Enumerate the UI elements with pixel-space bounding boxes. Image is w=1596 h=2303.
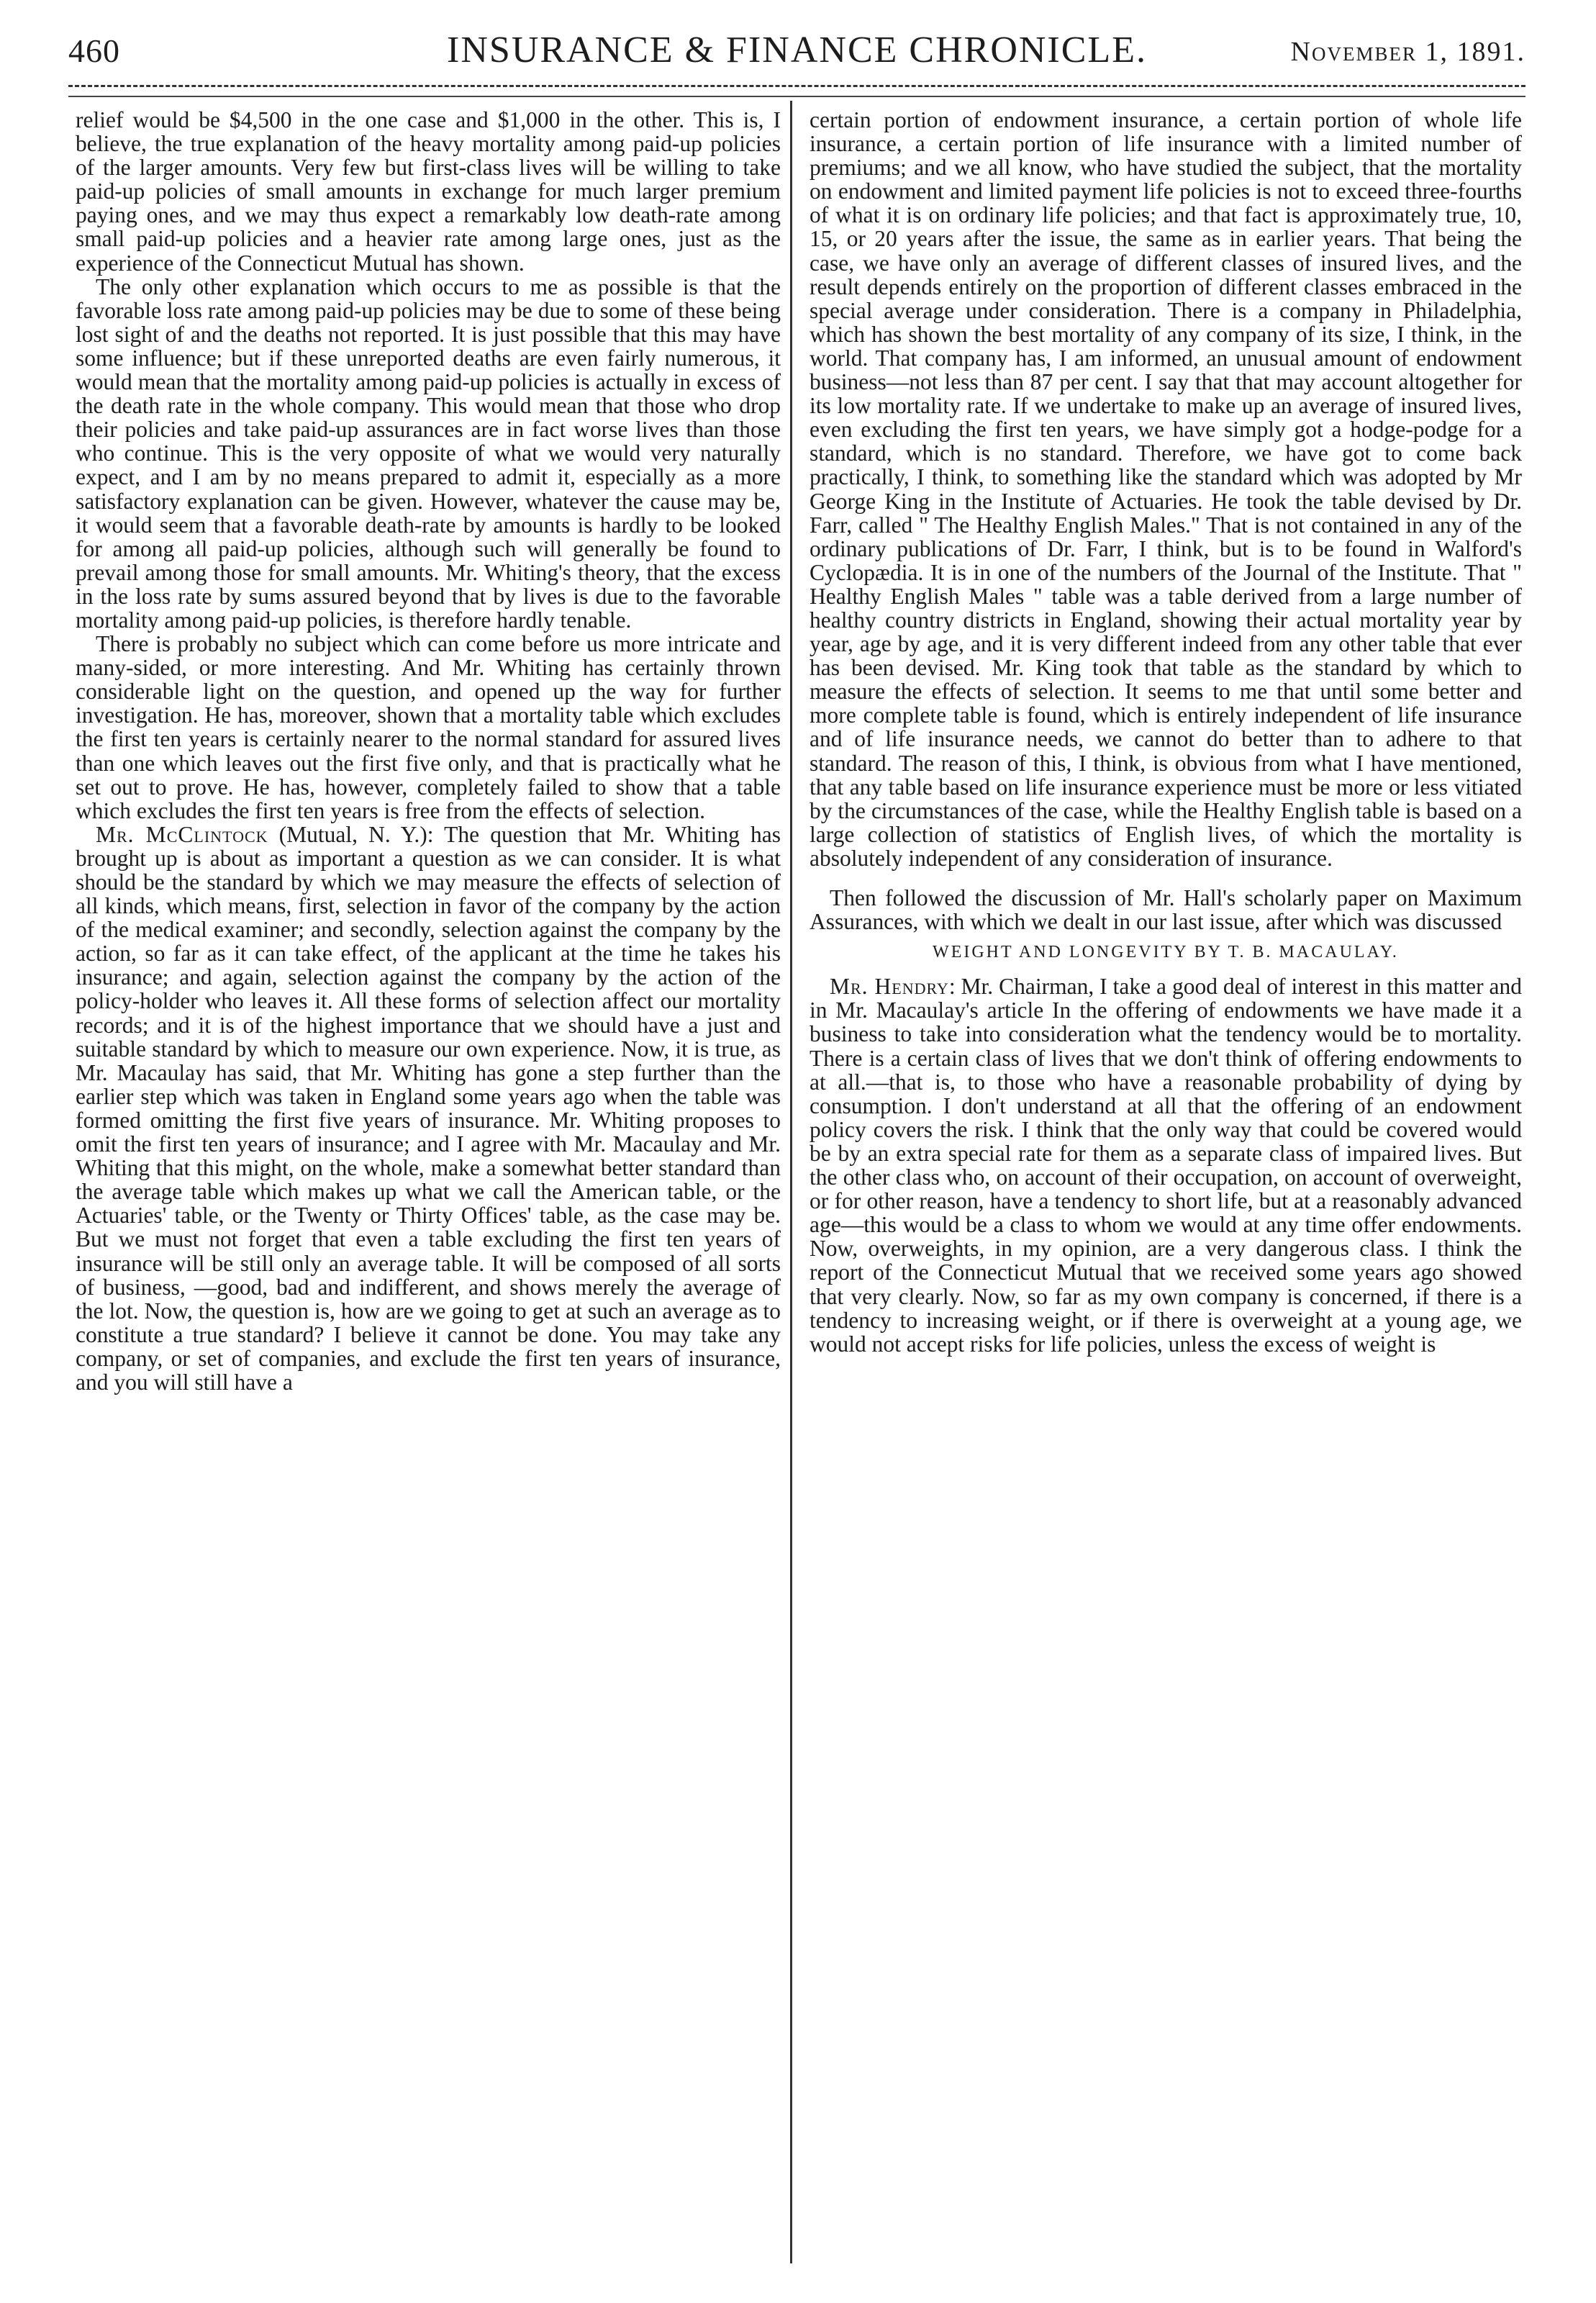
paragraph: relief would be $4,500 in the one case and $1,000 in the other. This is, I believe, the true explanation of the heavy mortality among paid-up policies of the larger amounts. Very few but first-class lives will be willing to take paid-up policies of small amounts in exchange for much larger premium paying ones, and we may thus expect a remarkably low death-rate among small paid-up policies and a heavier rate among large ones, just as the experience of the Connecticut Mutual has shown. bbox=[76, 107, 781, 276]
column-divider bbox=[790, 101, 792, 2263]
issue-date: November 1, 1891. bbox=[1290, 37, 1525, 67]
header-rule bbox=[68, 85, 1525, 97]
speaker-text: : Mr. Chairman, I take a good deal of interest in this matter and in Mr. Macaulay's article In the offering of endowments we have made it a business to take into consideration what the tendency would be to mortality. There is a certain class of lives that we don't think of offering endowments to at all.—that is, to those who have a reasonable probability of dying by consumption. I don't understand at all that the offering of an endowment policy covers the risk. I think that the only way that could be covered would be by an extra special rate for them as a separate class of impaired lives. But the other class who, on account of their occupation, on account of overweight, or for other reason, have a tendency to short life, but at a reasonably advanced age—this would be a class to whom we would at any time offer endowments. Now, overweights, in my opinion, are a very dangerous class. I think the report of the Connecticut Mutual that we received some years ago showed that very clearly. Now, so far as my own company is concerned, if there is a tendency to increasing weight, or if there is overweight at a young age, we would not accept risks for life policies, unless the excess of weight is bbox=[810, 974, 1522, 1357]
paragraph: The only other explanation which occurs to me as possible is that the favorable loss rate among paid-up policies may be due to some of these being lost sight of and the deaths not reported. It is just possible that this may have some influence; but if these unreported deaths are even fairly numerous, it would mean that the mortality among paid-up policies is actually in excess of the death rate in the whole company. This would mean that those who drop their policies and take paid-up assurances are in fact worse lives than those who continue. This is the very opposite of what we would very naturally expect, and I am by no means prepared to admit it, especially as a more satisfactory explanation can be given. However, whatever the cause may be, it would seem that a favorable death-rate by amounts is hardly to be looked for among all paid-up policies, although such will generally be found to prevail among those for small amounts. Mr. Whiting's theory, that the excess in the loss rate by sums assured beyond that by lives is due to the favorable mortality among paid-up policies, is therefore hardly tenable. bbox=[76, 273, 781, 633]
speaker-paragraph bbox=[810, 974, 1522, 1356]
speaker-name: Mr. Hendry bbox=[830, 974, 949, 1000]
journal-title: INSURANCE & FINANCE CHRONICLE. bbox=[447, 30, 1147, 71]
spacer bbox=[810, 870, 1522, 886]
paragraph: There is probably no subject which can come before us more intricate and many-sided, or more interesting. And Mr. Whiting has certainly thrown considerable light on the question, and opened up the way for further investigation. He has, moreover, shown that a mortality table which excludes the first ten years is certainly nearer to the normal standard for assured lives than one which leaves out the first five only, and that is practically what he set out to prove. He has, however, completely failed to show that a table which excludes the first ten years is free from the effects of selection. bbox=[76, 631, 781, 823]
page-number: 460 bbox=[68, 32, 120, 69]
paragraph: certain portion of endowment insurance, a certain portion of whole life insurance, a certain portion of life insurance with a limited number of premiums; and we all know, who have studied the subject, that the mortality on endowment and limited payment life policies is not to exceed three-fourths of what it is on ordinary life policies; and that fact is approximately true, 10, 15, or 20 years after the issue, the same as in earlier years. That being the case, we have only an average of different classes of insured lives, and the result depends entirely on the proportion of different classes embraced in the special average under consideration. There is a company in Philadelphia, which has shown the best mortality of any company of its size, I think, in the world. That company has, I am informed, an unusual amount of endowment business—not less than 87 per cent. I say that that may account altogether for its low mortality rate. If we undertake to make up an average of insured lives, even excluding the first ten years, we have simply got a hodge-podge for a standard, which is no standard. Therefore, we have got to come back practically, I think, to something like the standard which was adopted by Mr George King in the Institute of Actuaries. He took the table devised by Dr. Farr, called " The Healthy English Males." That is not contained in any of the ordinary publications of Dr. Farr, I think, but is to be found in Walford's Cyclopædia. It is in one of the numbers of the Journal of the Institute. That " Healthy English Males " table was a table derived from a large number of healthy country districts in England, showing their actual mortality year by year, age by age, and it is very different indeed from any other table that ever has been devised. Mr. King took that table as the standard by which to measure the effects of selection. It seems to me that until some better and more complete table is found, which is entirely independent of life insurance and of life insurance needs, we cannot do better than to adhere to that standard. The reason of this, I think, is obvious from what I have mentioned, that any table based on life insurance experience must be more or less vitiated by the circumstances of the case, while the Healthy English table is based on a large collection of statistics of English lives, of which the mortality is absolutely independent of any consideration of insurance. bbox=[810, 107, 1522, 871]
speaker-name: Mr. McClintock bbox=[96, 821, 268, 847]
paragraph: Then followed the discussion of Mr. Hall's scholarly paper on Maximum Assurances, with which we dealt in our last issue, after which was discussed bbox=[810, 885, 1522, 935]
speaker-text: (Mutual, N. Y.): The question that Mr. Whiting has brought up is about as important a question as we can consider. It is what should be the standard by which we may measure the effects of selection of all kinds, which means, first, selection in favor of the company by the action of the medical examiner; and secondly, selection against the company by the action, so far as it can take effect, of the applicant at the time he takes his insurance; and again, selection against the company by the action of the policy-holder who leaves it. All these forms of selection affect our mortality records; and it is of the highest importance that we should have a just and suitable standard by which to measure our own experience. Now, it is true, as Mr. Macaulay has said, that Mr. Whiting has gone a step further than the earlier step which was taken in England some years ago when the table was formed omitting the first five years of insurance. Mr. Whiting proposes to omit the first ten years of insurance; and I agree with Mr. Macaulay and Mr. Whiting that this might, on the whole, make a somewhat better standard than the average table which makes up what we call the American table, or the Actuaries' table, or the Twenty or Thirty Offices' table, as the case may be. But we must not forget that even a table excluding the first ten years of insurance will be still only an average table. It will be composed of all sorts of business, —good, bad and indifferent, and shows merely the average of the lot. Now, the question is, how are we going to get at such an average as to constitute a true standard? I believe it cannot be done. You may take any company, or set of companies, and exclude the first ten years of insurance, and you will still have a bbox=[76, 821, 781, 1395]
left-column bbox=[76, 108, 781, 1394]
right-column bbox=[810, 108, 1522, 1356]
speaker-paragraph bbox=[76, 823, 781, 1394]
section-heading: WEIGHT AND LONGEVITY BY T. B. MACAULAY. bbox=[933, 943, 1399, 962]
page-header bbox=[68, 29, 1525, 79]
